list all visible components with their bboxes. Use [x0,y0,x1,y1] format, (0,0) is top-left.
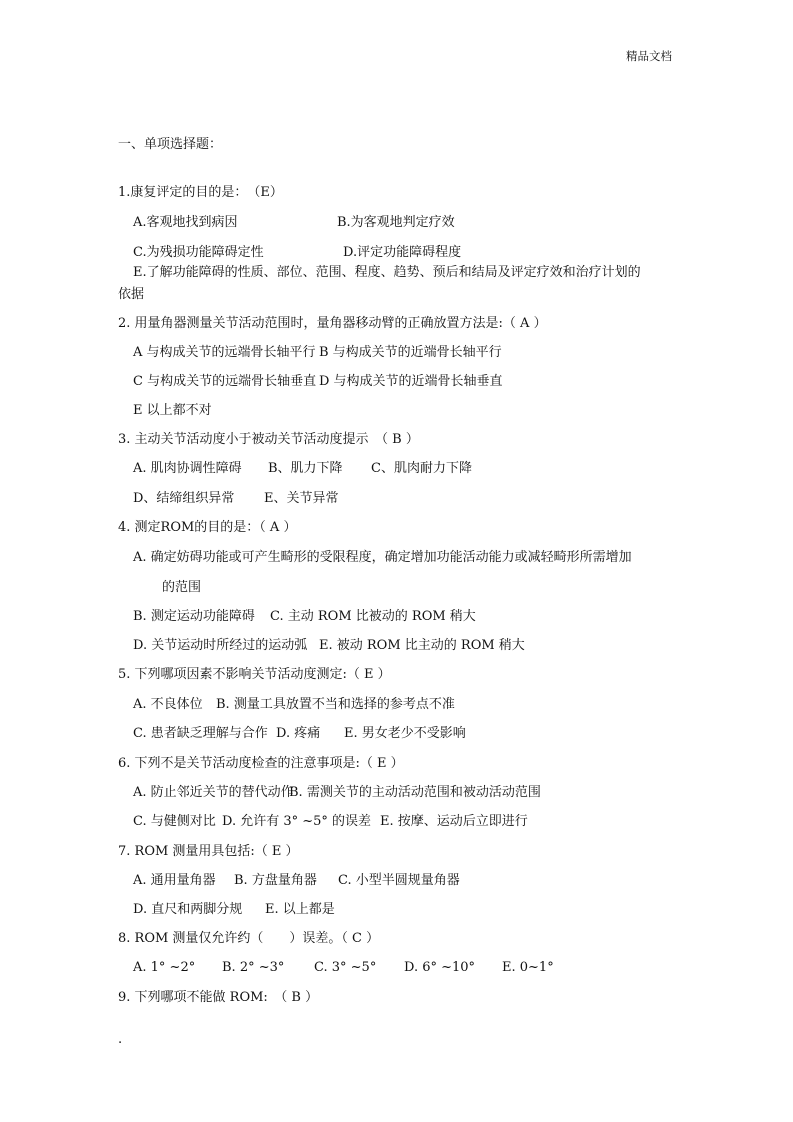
option-a: A.客观地找到病因 [133,215,238,230]
page-footer: . [118,1032,123,1047]
question-stem: 2. 用量角器测量关节活动范围时，量角器移动臂的正确放置方法是:（ A ） [118,316,547,331]
option-c: C. 小型半圆规量角器 [338,873,460,888]
option-e: E. 男女老少不受影响 [344,726,466,741]
question-stem: 8. ROM 测量仅允许约（ ）误差。（ C ） [118,931,380,946]
option-a: A. 通用量角器 [133,873,216,888]
question-stem: 5. 下列哪项因素不影响关节活动度测定:（ E ） [118,667,391,682]
option-d: D 与构成关节的近端骨长轴垂直 [319,374,503,389]
option-c: C 与构成关节的远端骨长轴垂直 [133,374,317,389]
option-e: E、关节异常 [264,491,339,506]
option-e-cont: 依据 [118,287,145,302]
option-b: B 与构成关节的近端骨长轴平行 [319,345,502,360]
option-c: C. 主动 ROM 比被动的 ROM 稍大 [270,609,476,624]
option-d: D. 6° ~10° [404,960,476,975]
option-d: D. 关节运动时所经过的运动弧 [133,638,308,653]
option-b: B. 测量工具放置不当和选择的参考点不准 [216,697,455,712]
option-c: C. 与健侧对比 [133,814,216,829]
option-b: B. 测定运动功能障碍 [133,609,255,624]
option-e: E 以上都不对 [133,403,212,418]
option-e: E. 按摩、运动后立即进行 [380,814,528,829]
option-b: B. 需测关节的主动活动范围和被动活动范围 [289,785,541,800]
question-stem: 9. 下列哪项不能做 ROM: （ B ） [118,990,319,1005]
option-b: B、肌力下降 [268,461,343,476]
question-stem: 1.康复评定的目的是： （E） [118,185,283,200]
option-a-cont: 的范围 [162,580,202,595]
page-header: 精品文档 [626,49,672,63]
option-c: C. 3° ~5° [314,960,377,975]
option-e: E.了解功能障碍的性质、部位、范围、程度、趋势、预后和结局及评定疗效和治疗计划的 [133,265,641,280]
option-e: E. 被动 ROM 比主动的 ROM 稍大 [319,638,525,653]
option-e: E. 0~1° [502,960,554,975]
option-a: A. 防止邻近关节的替代动作 [133,785,294,800]
question-stem: 6. 下列不是关节活动度检查的注意事项是:（ E ） [118,756,404,771]
option-d: D. 疼痛 [276,726,321,741]
option-e: E. 以上都是 [265,902,335,917]
option-b: B. 2° ~3° [222,960,285,975]
option-a: A. 确定妨碍功能或可产生畸形的受限程度，确定增加功能活动能力或减轻畸形所需增加 [133,550,632,565]
option-d: D.评定功能障碍程度 [343,245,462,260]
option-c: C、肌肉耐力下降 [371,461,472,476]
option-a: A. 肌肉协调性障碍 [133,461,242,476]
question-stem: 4. 测定ROM的目的是：（ A ） [118,520,297,535]
option-a: A 与构成关节的远端骨长轴平行 [133,345,316,360]
option-d: D. 允许有 3° ~5° 的误差 [222,814,372,829]
option-c: C.为残损功能障碍定性 [133,245,264,260]
option-b: B.为客观地判定疗效 [337,215,455,230]
option-d: D、结缔组织异常 [133,491,235,506]
option-a: A. 1° ~2° [133,960,196,975]
question-stem: 3. 主动关节活动度小于被动关节活动度提示 （ B ） [118,432,419,447]
option-b: B. 方盘量角器 [234,873,317,888]
option-c: C. 患者缺乏理解与合作 [133,726,268,741]
option-d: D. 直尺和两脚分规 [133,902,243,917]
section-title: 一、单项选择题： [118,137,223,152]
question-stem: 7. ROM 测量用具包括:（ E ） [118,844,299,859]
option-a: A. 不良体位 [133,697,203,712]
